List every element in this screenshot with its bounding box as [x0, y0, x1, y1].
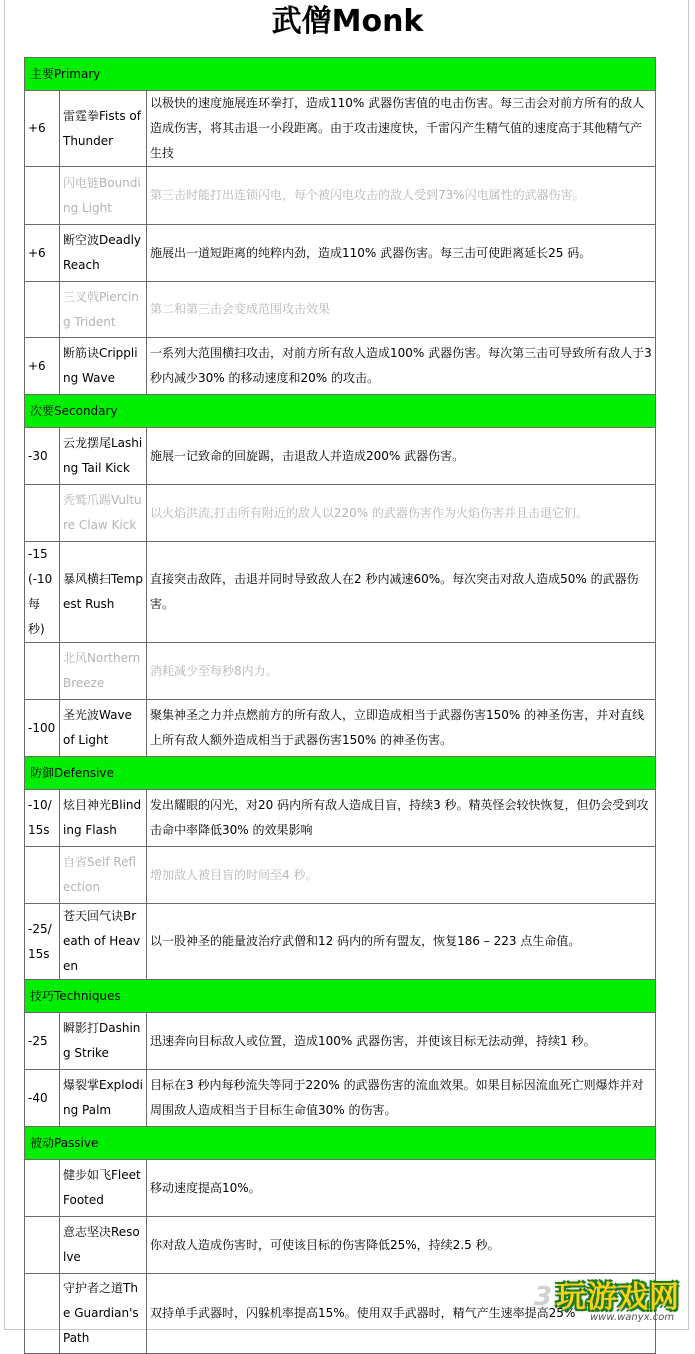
skill-name-cell: 断筋诀Crippling Wave — [60, 338, 147, 395]
section-label: 被动Passive — [25, 1127, 656, 1160]
cost-cell: +6 — [25, 338, 60, 395]
cost-cell — [25, 167, 60, 225]
skill-desc-cell: 以极快的速度施展连环拳打，造成110% 武器伤害值的电击伤害。每三击会对前方所有的敌人造成伤害，将其击退一小段距离。由于攻击速度快，千雷闪产生精气值的速度高于其他精气产生技 — [147, 91, 656, 167]
skills-table — [24, 57, 656, 1354]
skill-desc-cell: 迅速奔向目标敌人或位置，造成100% 武器伤害，并使该目标无法动弹，持续1 秒。 — [147, 1013, 656, 1070]
table-row — [25, 428, 656, 485]
skill-desc-cell: 双持单手武器时，闪躲机率提高15%。使用双手武器时，精气产生速率提高25% — [147, 1274, 656, 1354]
cost-cell: -30 — [25, 428, 60, 485]
section-label: 次要Secondary — [25, 395, 656, 428]
watermark-number: 3 — [534, 1282, 553, 1312]
cost-cell: -10/15s — [25, 790, 60, 847]
table-row — [25, 225, 656, 282]
cost-cell: -100 — [25, 700, 60, 757]
skill-name-cell: 北风Northern Breeze — [60, 643, 147, 700]
section-header-techniques — [25, 980, 656, 1013]
table-row — [25, 790, 656, 847]
section-label: 防御Defensive — [25, 757, 656, 790]
skill-name-cell: 爆裂掌Exploding Palm — [60, 1070, 147, 1127]
skill-desc-cell: 第三击时能打出连锁闪电，每个被闪电攻击的敌人受到73%闪电属性的武器伤害。 — [147, 167, 656, 225]
cost-cell — [25, 1274, 60, 1354]
cost-cell: -25 — [25, 1013, 60, 1070]
skill-name-cell: 意志坚决Resolve — [60, 1217, 147, 1274]
skill-name-cell: 圣光波Wave of Light — [60, 700, 147, 757]
table-row-rune — [25, 847, 656, 904]
skill-desc-cell: 目标在3 秒内每秒流失等同于220% 的武器伤害的流血效果。如果目标因流血死亡则爆炸并对周围敌人造成相当于目标生命值30% 的伤害。 — [147, 1070, 656, 1127]
skill-desc-cell: 聚集神圣之力并点燃前方的所有敌人，立即造成相当于武器伤害150% 的神圣伤害，并对直线上所有敌人额外造成相当于武器伤害150% 的神圣伤害。 — [147, 700, 656, 757]
cost-cell — [25, 1217, 60, 1274]
table-row — [25, 904, 656, 980]
skill-desc-cell: 施展出一道短距离的纯粹内劲，造成110% 武器伤害。每三击可使距离延长25 码。 — [147, 225, 656, 282]
section-header-defensive — [25, 757, 656, 790]
cost-cell — [25, 1160, 60, 1217]
table-row-rune — [25, 282, 656, 338]
skill-name-cell: 断空波Deadly Reach — [60, 225, 147, 282]
cost-cell: -25/15s — [25, 904, 60, 980]
cost-cell: -15(-10每秒) — [25, 542, 60, 643]
cost-cell — [25, 282, 60, 338]
skill-desc-cell: 以火焰洪流,打击所有附近的敌人以220% 的武器伤害作为火焰伤害并且击退它们。 — [147, 485, 656, 542]
skill-name-cell: 瞬影打Dashing Strike — [60, 1013, 147, 1070]
table-row-rune — [25, 485, 656, 542]
table-row — [25, 1274, 656, 1354]
table-row — [25, 1217, 656, 1274]
skill-name-cell: 炫目神光Blinding Flash — [60, 790, 147, 847]
cost-cell — [25, 847, 60, 904]
section-label: 主要Primary — [25, 58, 656, 91]
cost-cell — [25, 485, 60, 542]
skill-desc-cell: 发出耀眼的闪光，对20 码内所有敌人造成目盲，持续3 秒。精英怪会较快恢复，但仍会受到攻击命中率降低30% 的效果影响 — [147, 790, 656, 847]
table-row — [25, 1013, 656, 1070]
skill-desc-cell: 施展一记致命的回旋踢，击退敌人并造成200% 武器伤害。 — [147, 428, 656, 485]
skill-name-cell: 秃鹫爪踢Vulture Claw Kick — [60, 485, 147, 542]
table-row — [25, 700, 656, 757]
cost-cell: -40 — [25, 1070, 60, 1127]
table-row — [25, 542, 656, 643]
watermark-url: www.wanyx.com — [590, 1312, 675, 1323]
skill-name-cell: 守护者之道The Guardian's Path — [60, 1274, 147, 1354]
cost-cell: +6 — [25, 225, 60, 282]
skill-desc-cell: 移动速度提高10%。 — [147, 1160, 656, 1217]
skill-name-cell: 健步如飞Fleet Footed — [60, 1160, 147, 1217]
skill-desc-cell: 第二和第三击会变成范围攻击效果 — [147, 282, 656, 338]
skill-name-cell: 苍天回气诀Breath of Heaven — [60, 904, 147, 980]
skill-name-cell: 暴风横扫Tempest Rush — [60, 542, 147, 643]
skill-desc-cell: 一系列大范围横扫攻击，对前方所有敌人造成100% 武器伤害。每次第三击可导致所有敌人于3 秒内减少30% 的移动速度和20% 的攻击。 — [147, 338, 656, 395]
watermark-logo-text: 玩游戏网 — [556, 1280, 680, 1315]
skill-name-cell: 雷霆拳Fists of Thunder — [60, 91, 147, 167]
skill-name-cell: 自省Self Reflection — [60, 847, 147, 904]
section-header-primary — [25, 58, 656, 91]
table-row-rune — [25, 167, 656, 225]
cost-cell — [25, 643, 60, 700]
table-row — [25, 338, 656, 395]
skill-desc-cell: 以一股神圣的能量波治疗武僧和12 码内的所有盟友，恢复186 – 223 点生命值。 — [147, 904, 656, 980]
section-header-passive — [25, 1127, 656, 1160]
table-row — [25, 91, 656, 167]
section-header-secondary — [25, 395, 656, 428]
table-row — [25, 1070, 656, 1127]
table-row-rune — [25, 643, 656, 700]
section-label: 技巧Techniques — [25, 980, 656, 1013]
skill-name-cell: 云龙摆尾Lashing Tail Kick — [60, 428, 147, 485]
cost-cell: +6 — [25, 91, 60, 167]
skill-name-cell: 闪电链Bounding Light — [60, 167, 147, 225]
skill-desc-cell: 增加敌人被目盲的时间至4 秒。 — [147, 847, 656, 904]
page-title: 武僧Monk — [271, 4, 424, 39]
table-row — [25, 1160, 656, 1217]
skill-desc-cell: 直接突击敌阵，击退并同时导致敌人在2 秒内减速60%。每次突击对敌人造成50% 的武器伤害。 — [147, 542, 656, 643]
skill-name-cell: 三叉戟Piercing Trident — [60, 282, 147, 338]
skill-desc-cell: 消耗减少至每秒8内力。 — [147, 643, 656, 700]
skill-desc-cell: 你对敌人造成伤害时，可使该目标的伤害降低25%，持续2.5 秒。 — [147, 1217, 656, 1274]
